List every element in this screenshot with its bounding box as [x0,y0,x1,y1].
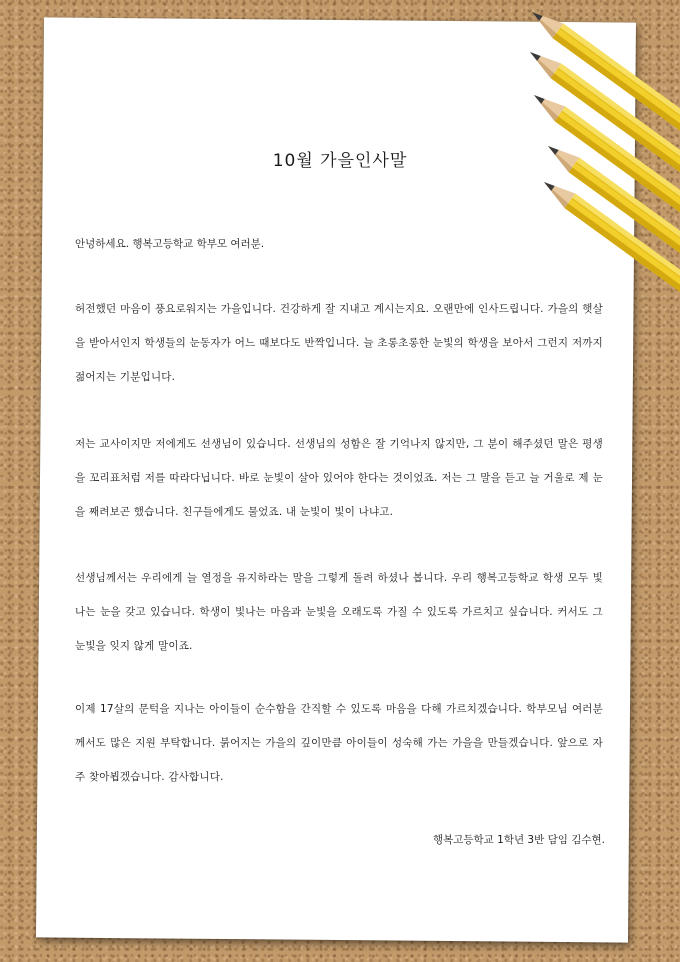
letter-paragraph: 허전했던 마음이 풍요로워지는 가을입니다. 건강하게 잘 지내고 계시는지요. 오랜만에 인사드립니다. 가을의 햇살을 받아서인지 학생들의 눈동자가 어느 때보다도 반짝입니다. 늘 초롱초롱한 눈빛의 학생을 보아서 그런지 저까지 젊어지는 기분입니다. [75,303,603,383]
letter-paragraph: 선생님께서는 우리에게 늘 열정을 유지하라는 말을 그렇게 돌려 하셨나 봅니다. 우리 행복고등학교 학생 모두 빛나는 눈을 갖고 있습니다. 학생이 빛나는 마음과 눈빛을 오래도록 가질 수 있도록 가르치고 싶습니다. 커서도 그 눈빛을 잊지 않게 말이죠. [75,572,603,652]
pencils-decoration [520,0,680,320]
letter-paragraph: 저는 교사이지만 저에게도 선생님이 있습니다. 선생님의 성함은 잘 기억나지 않지만, 그 분이 해주셨던 말은 평생을 꼬리표처럼 저를 따라다닙니다. 바로 눈빛이 살아 있어야 한다는 것이었죠. 저는 그 말을 듣고 늘 거울로 제 눈을 째려보곤 했습니다. 친구들에게도 물었죠. 내 눈빛이 빛이 나냐고. [75,438,603,518]
letter-greeting: 안녕하세요. 행복고등학교 학부모 여러분. [75,238,265,250]
letter-paragraph: 이제 17살의 문턱을 지나는 아이들이 순수함을 간직할 수 있도록 마음을 다해 가르치겠습니다. 학부모님 여러분께서도 많은 지원 부탁합니다. 붉어지는 가을의 깊이만큼 아이들이 성숙해 가는 가을을 만들겠습니다. 앞으로 자주 찾아뵙겠습니다. 감사합니다. [75,703,603,783]
letter-signature: 행복고등학교 1학년 3반 담임 김수현. [432,834,605,846]
letter-title: 10월 가을인사말 [272,151,408,171]
